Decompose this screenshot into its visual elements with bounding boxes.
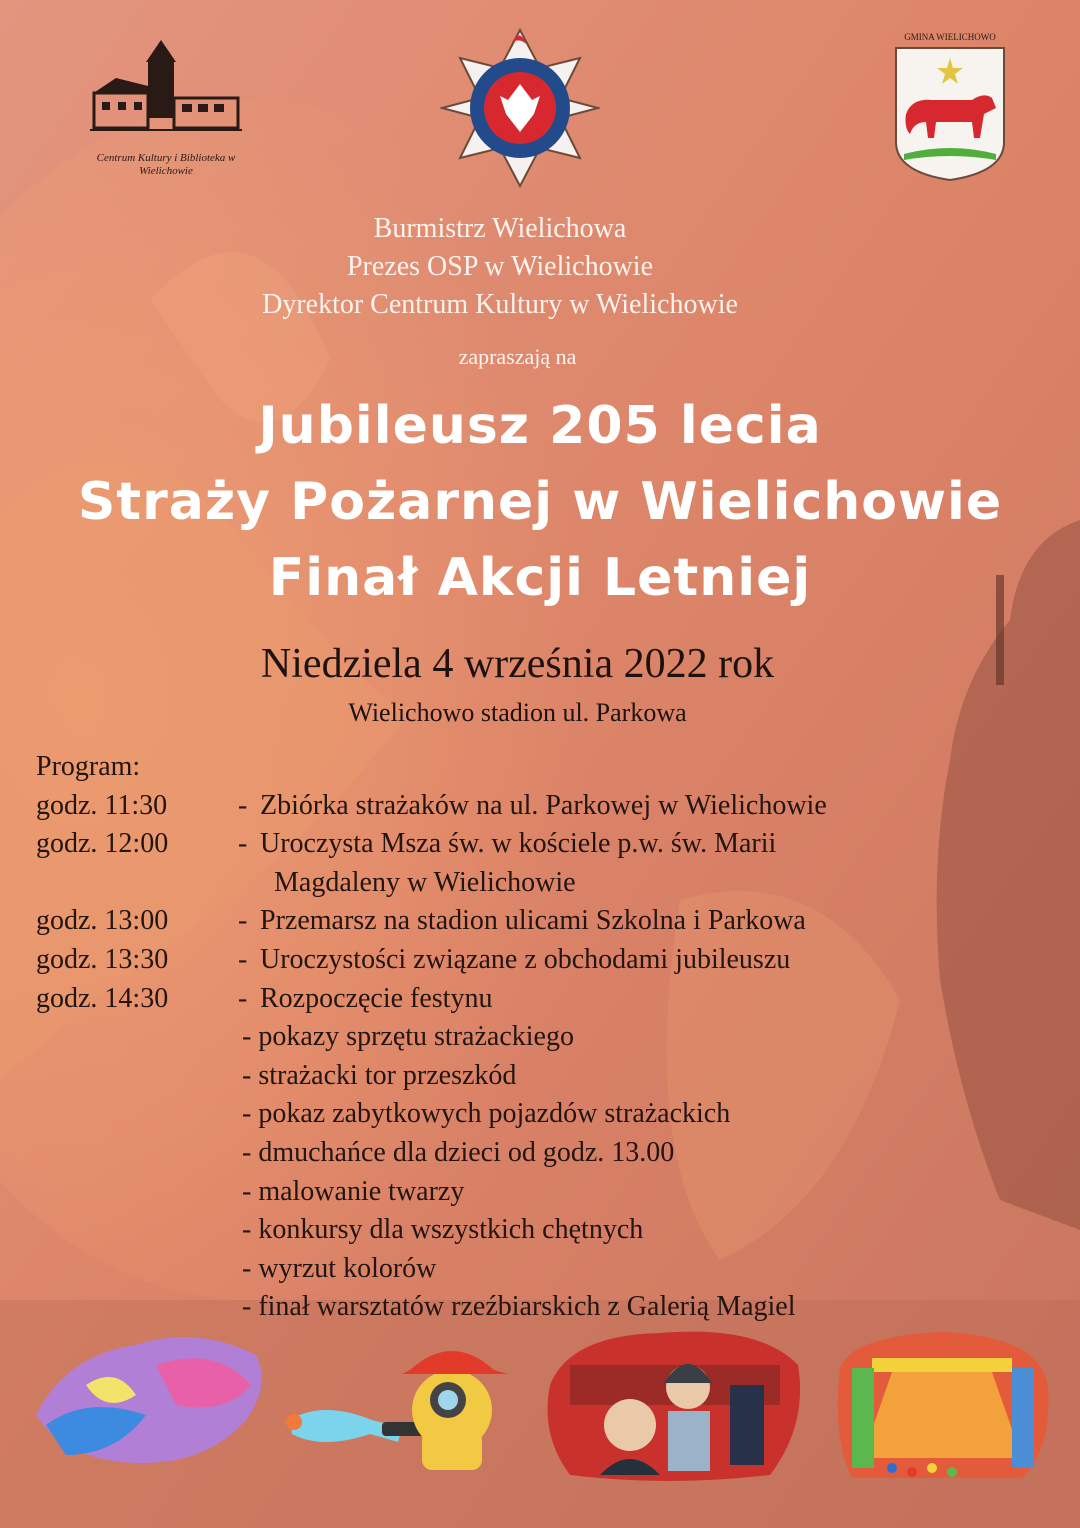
program-text: Przemarsz na stadion ulicami Szkolna i Parkowa [260,905,806,937]
attraction-item: - malowanie twarzy [242,1175,465,1207]
program-heading: Program: [36,751,141,782]
fire-cross-icon [440,28,600,188]
hosts [0,210,1000,324]
title-line: Finał Akcji Letniej [268,548,812,608]
program [36,748,827,1327]
program-time: godz. 13:00 [36,905,169,937]
program-item: godz. 13:00 - Przemarsz na stadion ulicami Szkolna i Parkowa [36,902,827,941]
invite-text: zapraszają na [458,344,577,369]
program-time: godz. 11:30 [36,789,168,821]
program-time: godz. 14:30 [36,982,169,1014]
culture-center-caption: Centrum Kultury i Biblioteka w Wielichowie [96,152,236,177]
bull-icon [892,42,1008,182]
host-line: Burmistrz Wielichowa [373,213,627,244]
culture-center-logo [86,38,246,178]
attraction-item: - dmuchańce dla dzieci od godz. 13.00 [242,1136,675,1168]
program-time: godz. 13:30 [36,943,169,975]
program-item: godz. 14:30 - Rozpoczęcie festynu [36,980,827,1019]
attraction-item: - finał warsztatów rzeźbiarskich z Galerią Magiel [242,1291,796,1323]
family-photo-image [540,1325,810,1485]
host-line: Dyrektor Centrum Kultury w Wielichowie [262,289,738,320]
program-text: Zbiórka strażaków na ul. Parkowej w Wielichowie [260,789,827,821]
program-item: godz. 13:30 - Uroczystości związane z obchodami jubileuszu [36,941,827,980]
attraction-item: - pokaz zabytkowych pojazdów strażackich [242,1098,731,1130]
bouncy-castle-image [832,1328,1054,1483]
host-line: Prezes OSP w Wielichowie [346,251,654,282]
program-item: godz. 12:00 - Uroczysta Msza św. w kościele p.w. św. Marii [36,825,827,864]
program-item: godz. 11:30 - Zbiórka strażaków na ul. Parkowej w Wielichowie [36,787,827,826]
firefighter-cartoon-image [282,1330,522,1480]
attraction-item: - wyrzut kolorów [242,1252,437,1284]
attraction-item: - konkursy dla wszystkich chętnych [242,1214,644,1246]
program-text: Uroczysta Msza św. w kościele p.w. św. Marii [260,828,777,860]
building-icon [86,38,246,148]
title-line: Jubileusz 205 lecia [258,396,822,456]
gmina-crest [892,32,1008,186]
attraction-item: - pokazy sprzętu strażackiego [242,1021,574,1053]
event-date: Niedziela 4 września 2022 rok [260,641,775,687]
title-line: Straży Pożarnej w Wielichowie [77,472,1003,532]
program-time: godz. 12:00 [36,828,169,860]
program-text: Rozpoczęcie festynu [260,982,493,1014]
event-place: Wielichowo stadion ul. Parkowa [348,698,687,727]
osp-emblem [440,28,600,192]
program-text: Uroczystości związane z obchodami jubileuszu [260,943,791,975]
program-text-continued: Magdaleny w Wielichowie [274,866,576,898]
attraction-item: - strażacki tor przeszkód [242,1059,517,1091]
gmina-caption: GMINA WIELICHOWO [904,32,996,42]
color-powder-image [26,1325,276,1470]
